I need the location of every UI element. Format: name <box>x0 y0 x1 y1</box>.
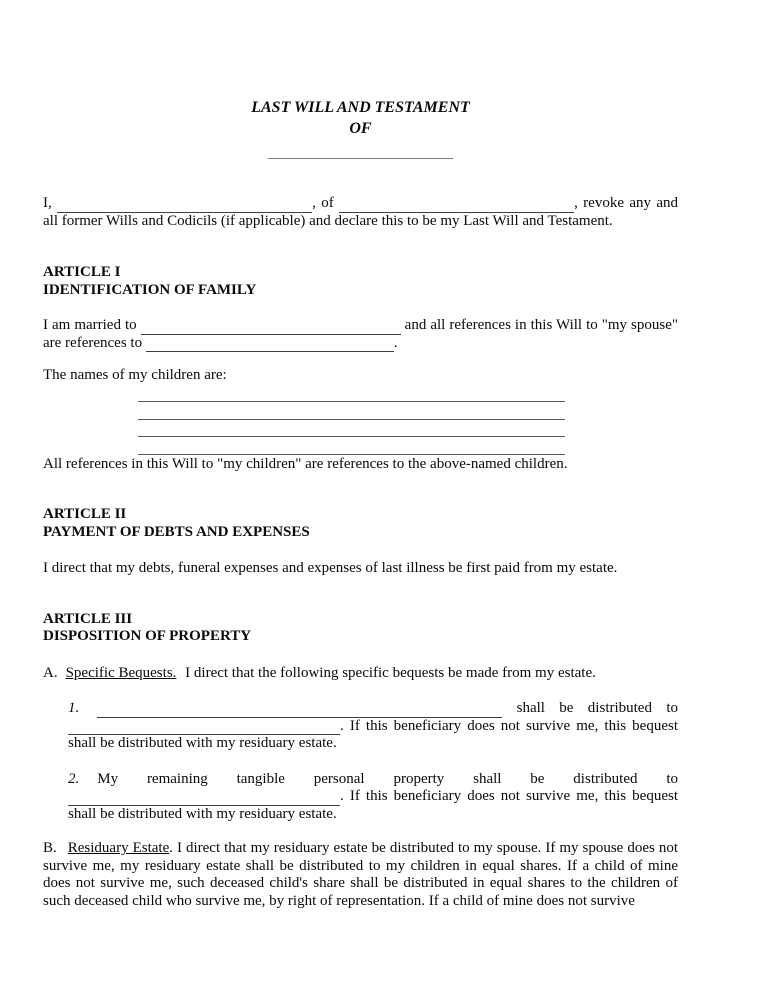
child-name-line-1[interactable] <box>138 385 565 403</box>
bequest-1-description-field[interactable] <box>97 704 502 718</box>
section-a-label: A. <box>43 664 58 681</box>
testator-name-field[interactable] <box>57 199 312 213</box>
bequest-1-beneficiary-field[interactable] <box>68 721 340 735</box>
bequest-2-line1-text: My remaining tangible personal property shall be distributed to <box>97 770 678 787</box>
married-tail: . <box>393 334 398 351</box>
married-pre: I am married to <box>43 317 141 333</box>
bequest-item-1 <box>68 700 678 753</box>
bequest-2-line3-text: shall be distributed with my residuary estate. <box>68 805 337 822</box>
bequest-2-beneficiary-field[interactable] <box>68 792 340 806</box>
section-b-paragraph <box>43 840 678 910</box>
bequest-2-number: 2. <box>68 770 80 787</box>
opening-pre: I, <box>43 195 58 211</box>
children-intro: The names of my children are: <box>43 367 227 383</box>
married-mid: and all references in this Will to "my spouse" are references to <box>43 317 678 351</box>
title-blank-row <box>43 141 678 157</box>
article-2-title: PAYMENT OF DEBTS AND EXPENSES <box>43 523 310 540</box>
article-3-number: ARTICLE III <box>43 610 133 627</box>
testator-residence-field[interactable] <box>339 199 574 213</box>
article-3-heading <box>43 611 678 646</box>
bequest-1-number: 1. <box>68 700 80 716</box>
bequest-1-line2-text: . If this beneficiary does not survive me, this bequest <box>340 717 678 734</box>
spouse-reference-field[interactable] <box>146 338 394 352</box>
article-3-title: DISPOSITION OF PROPERTY <box>43 628 252 644</box>
title-line2: OF <box>349 120 372 137</box>
bequest-item-2 <box>68 771 678 824</box>
opening-mid: , of <box>312 195 340 211</box>
section-a-title: Specific Bequests. <box>65 664 177 681</box>
bequest-1-line2 <box>68 718 678 736</box>
section-a-intro-text: I direct that the following specific bequests be made from my estate. <box>185 664 596 681</box>
article-1-number: ARTICLE I <box>43 264 121 280</box>
section-a-intro-line <box>43 665 678 683</box>
opening-paragraph <box>43 195 678 230</box>
article-1-title: IDENTIFICATION OF FAMILY <box>43 281 257 298</box>
children-name-lines <box>43 385 678 455</box>
child-name-line-4[interactable] <box>138 437 565 455</box>
child-name-line-3[interactable] <box>138 420 565 438</box>
child-name-line-2[interactable] <box>138 402 565 420</box>
opening-tail: , revoke any and all former Wills and Codicils (if applicable) and declare this to be my Last Will and Testament. <box>43 195 678 229</box>
married-paragraph <box>43 317 678 352</box>
bequest-1-line1 <box>68 700 678 718</box>
article-1-heading <box>43 264 678 299</box>
children-note: All references in this Will to "my children" are references to the above-named children. <box>43 455 568 472</box>
document-title <box>43 97 678 139</box>
spouse-name-field[interactable] <box>141 321 401 335</box>
debts-paragraph: I direct that my debts, funeral expenses and expenses of last illness be first paid from my estate. <box>43 560 618 576</box>
title-line1: LAST WILL AND TESTAMENT <box>251 99 470 116</box>
section-b-text: . I direct that my residuary estate be distributed to my spouse. If my spouse does not survive me, my residuary estate shall be distributed to my children in equal shares. If a child of mine does not survive me, such deceased child's share shall be distributed in equal shares to the children of such deceased child who survive me, by right of representation. If a child of mine does not survive <box>43 840 678 909</box>
bequest-2-line2 <box>68 788 678 806</box>
article-2-number: ARTICLE II <box>43 506 127 522</box>
article-2-heading <box>43 506 678 541</box>
bequest-2-line1 <box>68 771 678 789</box>
section-b-label: B. <box>43 840 57 856</box>
bequest-2-line2-text: . If this beneficiary does not survive me, this bequest <box>340 788 678 804</box>
bequest-1-line3-text: shall be distributed with my residuary estate. <box>68 735 337 751</box>
testator-name-blank[interactable] <box>268 145 453 159</box>
section-b-title: Residuary Estate <box>67 840 170 856</box>
bequest-1-line1-text: shall be distributed to <box>516 700 678 716</box>
